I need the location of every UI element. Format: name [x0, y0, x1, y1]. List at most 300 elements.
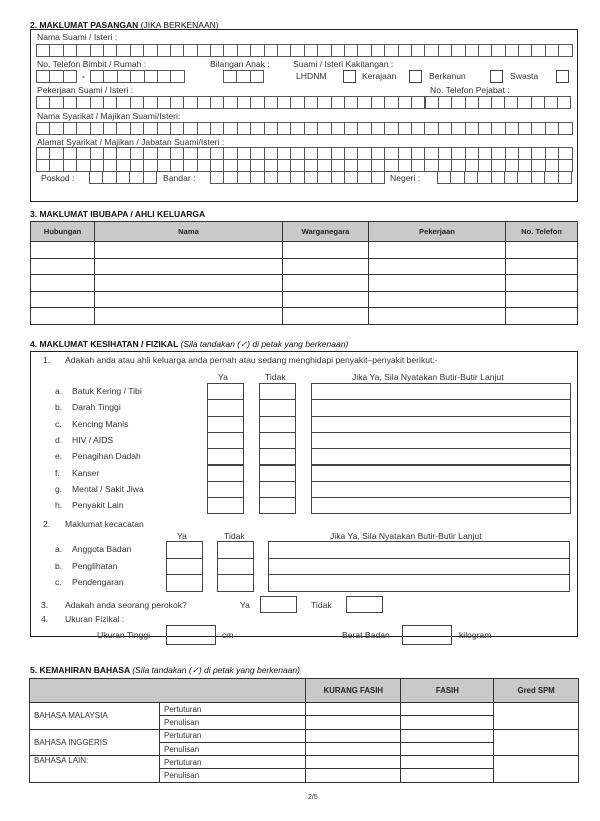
char-cell	[518, 97, 531, 108]
family-table-cell[interactable]	[369, 258, 506, 275]
char-cell	[211, 123, 224, 134]
q2-col-details: Jika Ya, Sila Nyatakan Butir-Butir Lanjut	[330, 531, 482, 541]
section5-title	[30, 665, 300, 676]
char-cell	[291, 172, 304, 183]
phone-number-field[interactable]	[90, 70, 185, 83]
kurang-fasih-cell[interactable]	[306, 716, 401, 729]
language-name: BAHASA MALAYSIA	[30, 703, 160, 730]
item-letter: c.	[55, 577, 62, 587]
char-cell	[211, 45, 224, 56]
item-letter: a.	[55, 544, 63, 554]
yes-checkbox[interactable]	[166, 574, 203, 592]
yes-checkbox[interactable]	[207, 383, 244, 400]
char-cell	[77, 45, 90, 56]
char-cell	[305, 97, 318, 108]
char-cell	[506, 123, 519, 134]
char-cell	[265, 45, 278, 56]
details-field[interactable]	[311, 383, 571, 400]
office-phone-label: No. Telefon Pejabat :	[430, 85, 510, 95]
details-field[interactable]	[311, 399, 571, 416]
children-count-field[interactable]	[223, 70, 264, 83]
item-name: Penglihatan	[72, 560, 118, 571]
char-cell	[211, 97, 224, 108]
height-input[interactable]	[166, 625, 216, 645]
char-cell	[130, 172, 143, 183]
char-cell	[278, 123, 291, 134]
family-table-cell[interactable]	[369, 308, 506, 325]
family-table-cell[interactable]	[95, 308, 283, 325]
smoker-yes-box[interactable]	[260, 596, 297, 613]
char-cell	[399, 148, 412, 159]
char-cell	[318, 97, 331, 108]
char-cell	[90, 172, 103, 183]
family-table	[30, 221, 578, 325]
smoker-no-box[interactable]	[346, 596, 383, 613]
char-cell	[439, 160, 452, 171]
family-table-cell[interactable]	[31, 242, 95, 259]
char-cell	[439, 97, 452, 108]
no-checkbox[interactable]	[259, 399, 296, 416]
yes-checkbox[interactable]	[207, 481, 244, 498]
char-cell	[145, 71, 158, 82]
char-cell	[37, 45, 50, 56]
family-table-cell[interactable]	[95, 291, 283, 308]
char-cell	[64, 148, 77, 159]
details-field[interactable]	[268, 541, 570, 559]
fasih-cell[interactable]	[401, 742, 494, 755]
char-cell	[104, 71, 117, 82]
char-cell	[318, 160, 331, 171]
char-cell	[478, 172, 491, 183]
char-cell	[425, 148, 438, 159]
state-label: Negeri :	[390, 173, 421, 183]
char-cell	[198, 148, 211, 159]
char-cell	[426, 97, 439, 108]
char-cell	[144, 97, 157, 108]
char-cell	[545, 172, 558, 183]
item-letter: c.	[55, 418, 62, 429]
char-cell	[372, 45, 385, 56]
char-cell	[198, 97, 211, 108]
occupation-field[interactable]	[36, 96, 425, 109]
option-lhdnm-checkbox[interactable]	[343, 70, 356, 83]
q1-col-no: Tidak	[265, 372, 286, 382]
yes-checkbox[interactable]	[166, 541, 203, 559]
option-berkanun-checkbox[interactable]	[490, 70, 503, 83]
char-cell	[158, 45, 171, 56]
char-cell	[466, 97, 479, 108]
no-checkbox[interactable]	[217, 574, 254, 592]
family-table-cell[interactable]	[506, 291, 578, 308]
char-cell	[131, 160, 144, 171]
char-cell	[412, 45, 425, 56]
item-letter: f.	[55, 467, 60, 478]
yes-checkbox[interactable]	[207, 432, 244, 449]
family-table-cell[interactable]	[31, 275, 95, 292]
char-cell	[385, 45, 398, 56]
option-swasta-checkbox[interactable]	[556, 70, 569, 83]
family-table-cell[interactable]	[506, 275, 578, 292]
details-field[interactable]	[311, 448, 571, 465]
char-cell	[224, 172, 237, 183]
no-checkbox[interactable]	[259, 497, 296, 514]
skill-name: Penulisan	[160, 716, 306, 729]
char-cell	[492, 148, 505, 159]
char-cell	[278, 160, 291, 171]
item-letter: h.	[55, 500, 63, 511]
q2-col-no: Tidak	[224, 531, 245, 541]
char-cell	[358, 97, 371, 108]
gred-spm-cell[interactable]	[494, 729, 579, 756]
occupation-label: Pekerjaan Suami / Isteri :	[37, 85, 134, 95]
col-fasih: FASIH	[401, 679, 494, 703]
family-table-cell[interactable]	[31, 291, 95, 308]
char-cell	[452, 148, 465, 159]
spouse-name-label: Nama Suami / Isteri :	[37, 32, 118, 42]
char-cell	[238, 172, 251, 183]
char-cell	[103, 172, 116, 183]
family-table-cell[interactable]	[283, 291, 369, 308]
char-cell	[158, 123, 171, 134]
char-cell	[91, 97, 104, 108]
char-cell	[251, 123, 264, 134]
char-cell	[251, 71, 264, 82]
col-nama: Nama	[95, 222, 283, 242]
yes-checkbox[interactable]	[207, 448, 244, 465]
col-kurang-fasih: KURANG FASIH	[306, 679, 401, 703]
char-cell	[532, 172, 545, 183]
char-cell	[425, 45, 438, 56]
char-cell	[358, 172, 371, 183]
char-cell	[117, 45, 130, 56]
family-table-row	[31, 275, 578, 292]
fasih-cell[interactable]	[401, 769, 494, 782]
char-cell	[479, 45, 492, 56]
char-cell	[77, 160, 90, 171]
char-cell	[291, 160, 304, 171]
char-cell	[117, 160, 130, 171]
char-cell	[358, 160, 371, 171]
char-cell	[358, 148, 371, 159]
family-table-cell[interactable]	[506, 258, 578, 275]
family-table-cell[interactable]	[369, 291, 506, 308]
char-cell	[532, 45, 545, 56]
col-language-blank	[30, 679, 306, 703]
char-cell	[546, 45, 559, 56]
char-cell	[184, 45, 197, 56]
no-checkbox[interactable]	[259, 465, 296, 482]
kurang-fasih-cell[interactable]	[306, 742, 401, 755]
details-field[interactable]	[311, 465, 571, 482]
spouse-name-field[interactable]	[36, 44, 573, 57]
fasih-cell[interactable]	[401, 756, 494, 769]
char-cell	[104, 97, 117, 108]
kurang-fasih-cell[interactable]	[306, 756, 401, 769]
char-cell	[131, 97, 144, 108]
yes-checkbox[interactable]	[207, 497, 244, 514]
char-cell	[184, 160, 197, 171]
details-field[interactable]	[311, 432, 571, 449]
char-cell	[505, 172, 518, 183]
family-table-cell[interactable]	[283, 275, 369, 292]
char-cell	[532, 160, 545, 171]
char-cell	[506, 148, 519, 159]
char-cell	[479, 148, 492, 159]
char-cell	[265, 97, 278, 108]
char-cell	[345, 148, 358, 159]
char-cell	[265, 172, 278, 183]
details-field[interactable]	[268, 558, 570, 576]
char-cell	[358, 123, 371, 134]
char-cell	[345, 45, 358, 56]
gred-spm-cell[interactable]	[494, 756, 579, 783]
char-cell	[519, 148, 532, 159]
yes-checkbox[interactable]	[166, 558, 203, 576]
char-cell	[224, 148, 237, 159]
char-cell	[412, 160, 425, 171]
char-cell	[305, 123, 318, 134]
fasih-cell[interactable]	[401, 716, 494, 729]
char-cell	[465, 172, 478, 183]
option-kerajaan-checkbox[interactable]	[409, 70, 422, 83]
fasih-cell[interactable]	[401, 703, 494, 716]
char-cell	[518, 172, 531, 183]
section2-title-note: (JIKA BERKENAAN)	[140, 20, 219, 30]
family-table-cell[interactable]	[369, 242, 506, 259]
char-cell	[479, 97, 492, 108]
no-checkbox[interactable]	[259, 432, 296, 449]
char-cell	[144, 45, 157, 56]
language-row	[30, 756, 579, 769]
char-cell	[345, 123, 358, 134]
company-label: Nama Syarikat / Majikan Suami/Isteri:	[37, 111, 181, 121]
char-cell	[372, 148, 385, 159]
char-cell	[399, 97, 412, 108]
section4-title	[30, 339, 348, 350]
gred-spm-cell[interactable]	[494, 703, 579, 730]
char-cell	[50, 71, 63, 82]
item-letter: b.	[55, 560, 63, 571]
kurang-fasih-cell[interactable]	[306, 729, 401, 742]
char-cell	[198, 123, 211, 134]
char-cell	[198, 160, 211, 171]
item-name: Kencing Manis	[72, 418, 129, 429]
char-cell	[399, 45, 412, 56]
yes-checkbox[interactable]	[207, 465, 244, 482]
family-table-cell[interactable]	[283, 258, 369, 275]
char-cell	[492, 160, 505, 171]
char-cell	[318, 172, 331, 183]
char-cell	[332, 160, 345, 171]
char-cell	[519, 123, 532, 134]
char-cell	[425, 123, 438, 134]
postcode-field[interactable]	[89, 171, 157, 184]
char-cell	[492, 123, 505, 134]
page-number: 2/5	[308, 794, 318, 801]
yes-checkbox[interactable]	[207, 399, 244, 416]
char-cell	[77, 97, 90, 108]
char-cell	[171, 71, 184, 82]
office-phone-field[interactable]	[425, 96, 571, 109]
city-label: Bandar :	[163, 173, 196, 183]
char-cell	[332, 45, 345, 56]
char-cell	[238, 123, 251, 134]
char-cell	[479, 123, 492, 134]
char-cell	[117, 148, 130, 159]
char-cell	[318, 123, 331, 134]
city-field[interactable]	[210, 171, 385, 184]
details-field[interactable]	[311, 497, 571, 514]
col-pekerjaan: Pekerjaan	[369, 222, 506, 242]
char-cell	[265, 160, 278, 171]
char-cell	[345, 97, 358, 108]
char-cell	[452, 160, 465, 171]
char-cell	[385, 148, 398, 159]
char-cell	[466, 123, 479, 134]
col-telefon: No. Telefon	[506, 222, 578, 242]
skill-name: Pertuturan	[160, 729, 306, 742]
char-cell	[117, 172, 130, 183]
char-cell	[439, 148, 452, 159]
no-checkbox[interactable]	[259, 416, 296, 433]
no-checkbox[interactable]	[259, 383, 296, 400]
char-cell	[238, 45, 251, 56]
char-cell	[519, 160, 532, 171]
char-cell	[77, 148, 90, 159]
col-warganegara: Warganegara	[283, 222, 369, 242]
char-cell	[399, 160, 412, 171]
address-label: Alamat Syarikat / Majikan / Jabatan Suami/Isteri :	[37, 137, 225, 147]
char-cell	[385, 97, 398, 108]
char-cell	[144, 172, 157, 183]
item-letter: d.	[55, 434, 63, 445]
char-cell	[104, 148, 117, 159]
char-cell	[399, 123, 412, 134]
fasih-cell[interactable]	[401, 729, 494, 742]
family-table-cell[interactable]	[31, 308, 95, 325]
char-cell	[158, 160, 171, 171]
phone-separator: -	[82, 71, 85, 81]
char-cell	[118, 71, 131, 82]
char-cell	[451, 172, 464, 183]
char-cell	[559, 123, 572, 134]
char-cell	[198, 45, 211, 56]
family-table-cell[interactable]	[369, 275, 506, 292]
char-cell	[332, 97, 345, 108]
char-cell	[50, 97, 63, 108]
details-field[interactable]	[268, 574, 570, 592]
kurang-fasih-cell[interactable]	[306, 769, 401, 782]
family-table-cell[interactable]	[506, 242, 578, 259]
q3-number: 3.	[41, 600, 49, 610]
kurang-fasih-cell[interactable]	[306, 703, 401, 716]
char-cell	[64, 45, 77, 56]
char-cell	[171, 148, 184, 159]
char-cell	[412, 148, 425, 159]
char-cell	[211, 172, 224, 183]
no-checkbox[interactable]	[217, 541, 254, 559]
family-table-row	[31, 291, 578, 308]
char-cell	[144, 148, 157, 159]
char-cell	[492, 97, 505, 108]
char-cell	[64, 97, 77, 108]
item-letter: b.	[55, 402, 63, 413]
details-field[interactable]	[311, 416, 571, 433]
char-cell	[171, 45, 184, 56]
weight-input[interactable]	[402, 625, 452, 645]
char-cell	[305, 45, 318, 56]
char-cell	[532, 148, 545, 159]
char-cell	[251, 148, 264, 159]
char-cell	[211, 160, 224, 171]
char-cell	[332, 172, 345, 183]
char-cell	[318, 45, 331, 56]
family-table-cell[interactable]	[95, 275, 283, 292]
family-table-cell[interactable]	[283, 308, 369, 325]
company-name-field[interactable]	[36, 122, 573, 135]
char-cell	[492, 172, 505, 183]
family-table-cell[interactable]	[283, 242, 369, 259]
char-cell	[532, 123, 545, 134]
option-lhdnm-label: LHDNM	[296, 71, 327, 81]
char-cell	[104, 123, 117, 134]
char-cell	[144, 160, 157, 171]
family-table-row	[31, 308, 578, 325]
char-cell	[439, 123, 452, 134]
char-cell	[91, 123, 104, 134]
char-cell	[91, 160, 104, 171]
family-table-cell[interactable]	[95, 258, 283, 275]
section3-title: 3. MAKLUMAT IBUBAPA / AHLI KELUARGA	[30, 209, 206, 219]
char-cell	[466, 160, 479, 171]
family-table-cell[interactable]	[95, 242, 283, 259]
char-cell	[278, 172, 291, 183]
option-kerajaan-label: Kerajaan	[362, 71, 397, 81]
no-checkbox[interactable]	[217, 558, 254, 576]
phone-prefix-field[interactable]	[36, 70, 77, 83]
no-checkbox[interactable]	[259, 481, 296, 498]
char-cell	[64, 71, 77, 82]
family-table-cell[interactable]	[31, 258, 95, 275]
state-field[interactable]	[437, 171, 572, 184]
char-cell	[278, 97, 291, 108]
section2-title-text: 2. MAKLUMAT PASANGAN	[30, 20, 139, 30]
char-cell	[77, 123, 90, 134]
yes-checkbox[interactable]	[207, 416, 244, 433]
char-cell	[546, 123, 559, 134]
char-cell	[291, 97, 304, 108]
char-cell	[171, 123, 184, 134]
char-cell	[372, 123, 385, 134]
char-cell	[358, 45, 371, 56]
skill-name: Penulisan	[160, 742, 306, 755]
item-name: Penagihan Dadah	[72, 451, 141, 462]
char-cell	[466, 45, 479, 56]
family-table-cell[interactable]	[506, 308, 578, 325]
char-cell	[238, 160, 251, 171]
details-field[interactable]	[311, 481, 571, 498]
char-cell	[532, 97, 545, 108]
skill-name: Penulisan	[160, 769, 306, 782]
q2-col-yes: Ya	[177, 531, 187, 541]
char-cell	[291, 123, 304, 134]
q4-text: Ukuran Fizikal :	[65, 614, 125, 624]
item-name: Pendengaran	[72, 577, 124, 587]
char-cell	[545, 97, 558, 108]
char-cell	[278, 148, 291, 159]
q1-text: Adakah anda atau ahli keluarga anda pernah atau sedang menghidapi penyakit–penyakit berikut:-	[65, 355, 438, 365]
no-checkbox[interactable]	[259, 448, 296, 465]
